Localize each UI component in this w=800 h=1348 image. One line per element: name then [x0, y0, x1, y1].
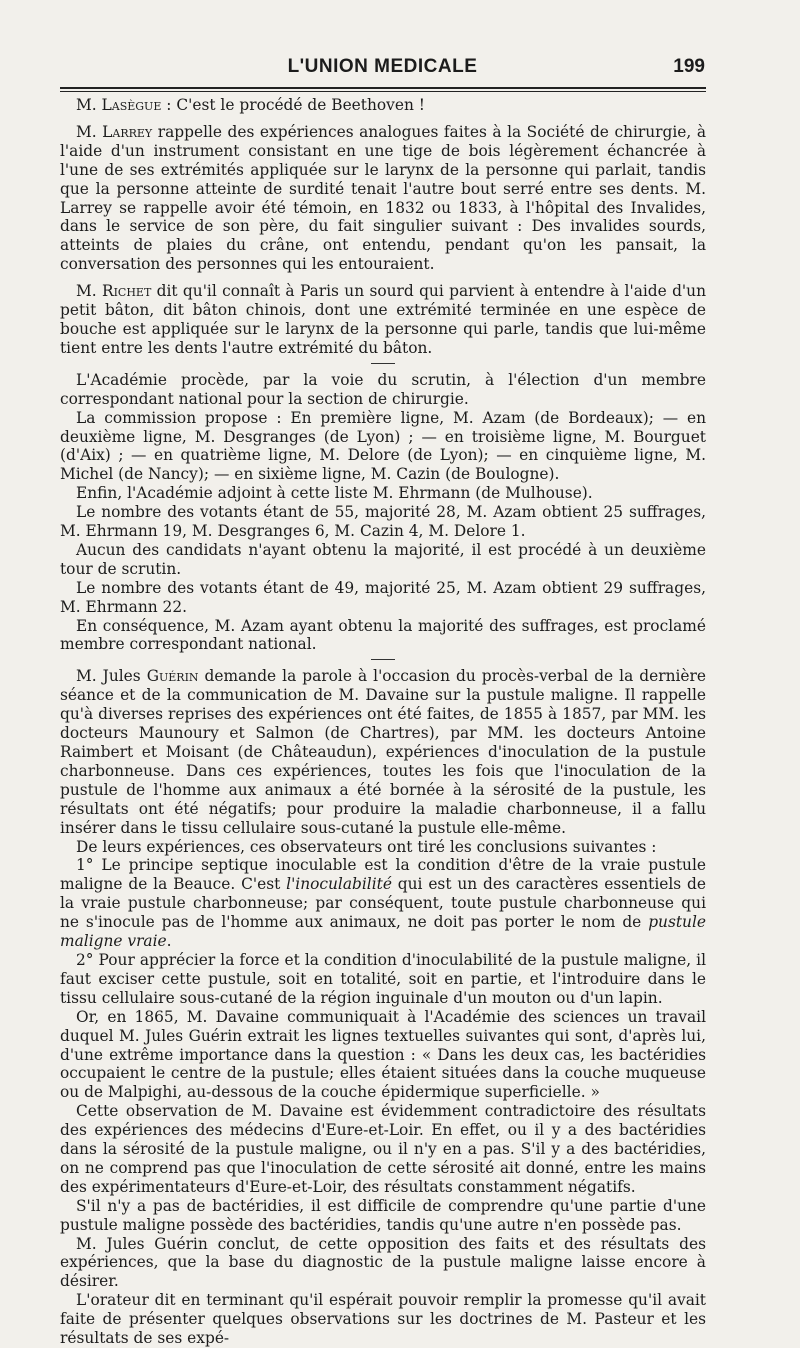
- page-header: [60, 56, 705, 80]
- paragraph-lasegue: M. Lasègue : C'est le procédé de Beethoven !: [76, 96, 425, 114]
- paragraph: La commission propose : En première ligne, M. Azam (de Bordeaux); — en deuxième ligne, M. Desgranges (de Lyon) ; — en troisième ligne, M. Bourguet (d'Aix) ; — en quatrième ligne, M. Delore (de Lyon); — en cinquième ligne, M. Michel (de Nancy); — en sixième ligne, M. Cazin (de Boulogne).: [60, 408, 706, 484]
- paragraph: De leurs expériences, ces observateurs ont tiré les conclusions suivantes :: [76, 837, 657, 856]
- section-divider: [371, 659, 395, 660]
- paragraph-conclusion-1: 1° Le principe septique inoculable est la condition d'être de la vraie pustule maligne de la Beauce. C'est l'inoculabilité qui est un des caractères essentiels de la vraie pustule charbonneuse; par conséquent, toute pustule charbonneuse qui ne s'inocule pas de l'homme aux animaux, ne doit pas porter le nom de pustule maligne vraie.: [60, 856, 706, 951]
- paragraph: S'il n'y a pas de bactéridies, il est difficile de comprendre qu'une partie d'une pustule maligne possède des bactéridies, tandis qu'une autre n'en possède pas.: [60, 1196, 706, 1234]
- paragraph: L'orateur dit en terminant qu'il espérait pouvoir remplir la promesse qu'il avait faite de présenter quelques observations sur les doctrines de M. Pasteur et les résultats de ses expé-: [60, 1291, 706, 1348]
- header-rule: [60, 87, 706, 92]
- paragraph-conclusion-2: 2° Pour apprécier la force et la condition d'inoculabilité de la pustule maligne, il faut exciser cette pustule, soit en totalité, soit en partie, et l'introduire dans le tissu cellulaire sous-cutané de la région inguinale d'un mouton ou d'un lapin.: [60, 950, 706, 1007]
- paragraph-richet: M. Richet dit qu'il connaît à Paris un sourd qui parvient à entendre à l'aide d'un petit bâton, dit bâton chinois, dont une extrémité terminée en une espèce de bouche est appliquée sur le larynx de la personne qui parle, tandis que lui-même tient entre les dents l'autre extrémité du bâton.: [60, 282, 706, 357]
- paragraph: Or, en 1865, M. Davaine communiquait à l'Académie des sciences un travail duquel M. Jules Guérin extrait les lignes textuelles suivantes qui sont, d'après lui, d'une extrême importance dans la question : « Dans les deux cas, les bactéridies occupaient le centre de la pustule; elles étaient situées dans la couche muqueuse ou de Malpighi, au-dessous de la couche épidermique superficielle. »: [60, 1007, 706, 1102]
- paragraph: En conséquence, M. Azam ayant obtenu la majorité des suffrages, est proclamé membre correspondant national.: [60, 616, 706, 654]
- section-divider: [371, 363, 395, 364]
- paragraph-larrey: M. Larrey rappelle des expériences analogues faites à la Société de chirurgie, à l'aide d'un instrument consistant en une tige de bois légèrement échancrée à l'une de ses extrémités appliquée sur le larynx de la personne qui parlait, tandis que la personne atteinte de surdité tenait l'autre bout serré entre ses dents. M. Larrey se rappelle avoir été témoin, en 1832 ou 1833, à l'hôpital des Invalides, dans le service de son père, du fait singulier suivant : Des invalides sourds, atteints de plaies du crâne, ont entendu, pendant qu'on les pansait, la conversation des personnes qui les entouraient.: [60, 122, 706, 274]
- page-number: 199: [673, 56, 705, 77]
- paragraph: Le nombre des votants étant de 55, majorité 28, M. Azam obtient 25 suffrages, M. Ehrmann 19, M. Desgranges 6, M. Cazin 4, M. Delore 1.: [60, 503, 706, 541]
- speaker-name: M. Richet: [76, 282, 152, 301]
- paragraph: Aucun des candidats n'ayant obtenu la majorité, il est procédé à un deuxième tour de scrutin.: [60, 540, 706, 578]
- paragraph: Enfin, l'Académie adjoint à cette liste M. Ehrmann (de Mulhouse).: [76, 484, 593, 503]
- paragraph: Le nombre des votants étant de 49, majorité 25, M. Azam obtient 29 suffrages, M. Ehrmann 22.: [60, 578, 706, 616]
- speaker-name: M. Lasègue: [76, 96, 162, 114]
- speaker-name: Guérin: [146, 667, 199, 686]
- article-body: [60, 96, 706, 1348]
- paragraph-guerin: M. Jules Guérin demande la parole à l'occasion du procès-verbal de la dernière séance et de la communication de M. Davaine sur la pustule maligne. Il rappelle qu'à diverses reprises des expériences ont été faites, de 1855 à 1857, par MM. les docteurs Maunoury et Salmon (de Chartres), par MM. les docteurs Antoine Raimbert et Moisant (de Châteaudun), expériences d'inoculation de la pustule charbonneuse. Dans ces expériences, toutes les fois que l'inoculation de la pustule de l'homme aux animaux a été bornée à la sérosité de la pustule, les résultats ont été négatifs; pour produire la maladie charbonneuse, il a fallu insérer dans le tissu cellulaire sous-cutané la pustule elle-même.: [60, 667, 706, 837]
- speaker-name: M. Larrey: [76, 122, 153, 141]
- paragraph: M. Jules Guérin conclut, de cette opposition des faits et des résultats des expériences, que la base du diagnostic de la pustule maligne laisse encore à désirer.: [60, 1234, 706, 1291]
- paragraph: Cette observation de M. Davaine est évidemment contradictoire des résultats des expériences des médecins d'Eure-et-Loir. En effet, ou il y a des bactéridies dans la sérosité de la pustule maligne, ou il n'y en a pas. S'il y a des bactéridies, on ne comprend pas que l'inoculation de cette sérosité ait donné, entre les mains des expérimentateurs d'Eure-et-Loir, des résultats constamment négatifs.: [60, 1102, 706, 1196]
- paragraph: L'Académie procède, par la voie du scrutin, à l'élection d'un membre correspondant national pour la section de chirurgie.: [60, 370, 706, 408]
- running-title: L'UNION MEDICALE: [287, 56, 478, 77]
